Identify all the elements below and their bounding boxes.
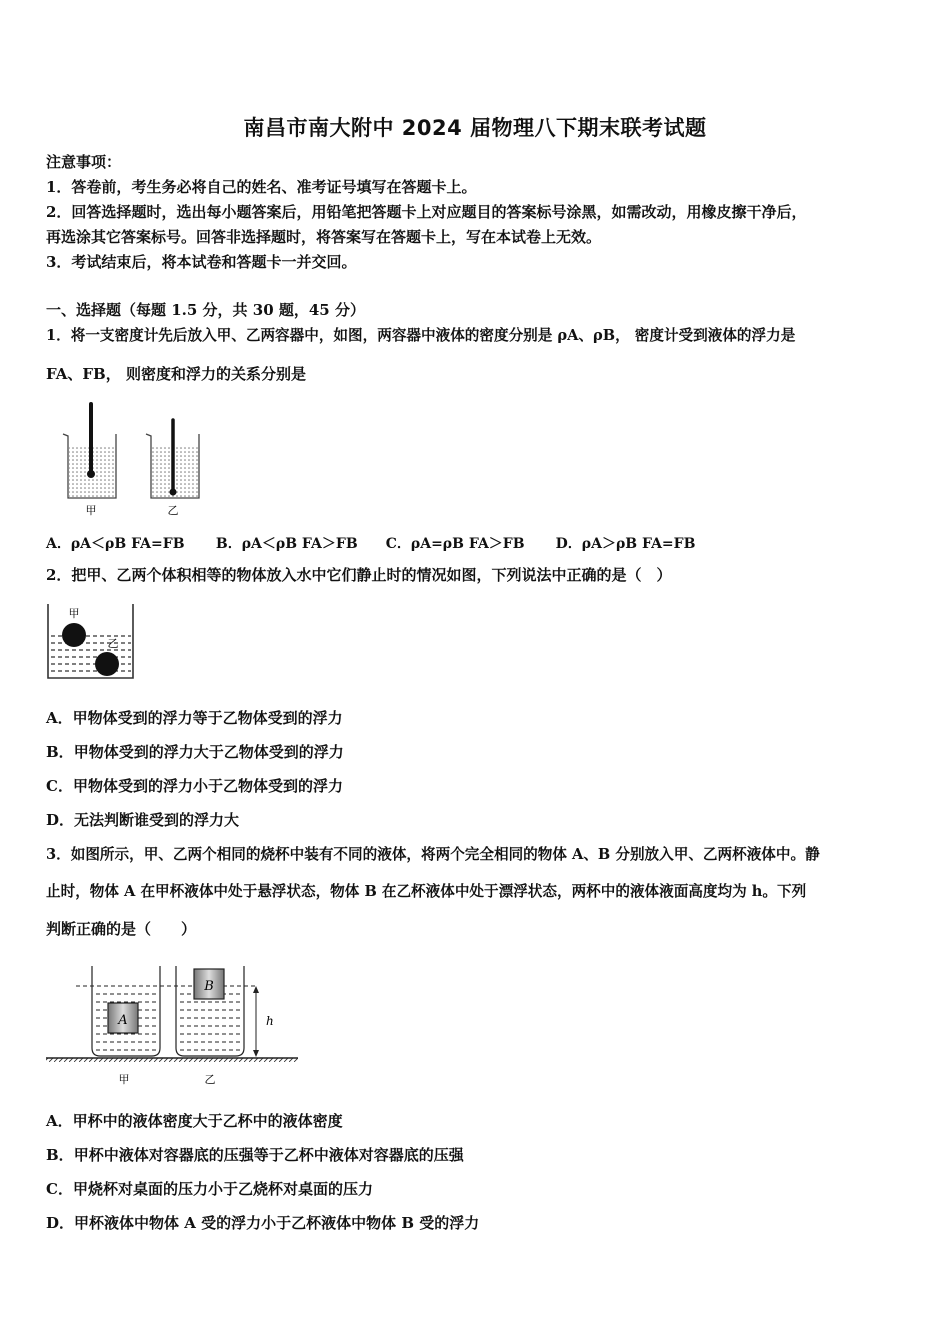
q1-option-d[interactable]: D．ρA＞ρB FA=FB [555,536,696,552]
height-label: h [266,1014,274,1028]
q2-option-c[interactable]: C．甲物体受到的浮力小于乙物体受到的浮力 [46,777,343,795]
section-heading: 一、选择题（每题 1.5 分，共 30 题，45 分） [46,301,365,319]
notice-heading: 注意事项： [46,153,122,171]
page-title: 南昌市南大附中 2024 届物理八下期末联考试题 [243,116,707,140]
q2-figure-floating-objects [45,600,140,682]
beaker-jia [63,404,116,498]
q1-option-c[interactable]: C．ρA=ρB FA＞FB [385,536,525,552]
q1-stem-line1: 1．将一支密度计先后放入甲、乙两容器中，如图，两容器中液体的密度分别是 ρA、ρB， 密度计受到液体的浮力是 [46,327,796,344]
q3-figure-label-jia: 甲 [118,1073,130,1086]
object-yi [95,652,119,676]
block-a-label: A [118,1013,128,1028]
q2-option-d[interactable]: D．无法判断谁受到的浮力大 [46,811,240,829]
notice-item-2-cont: 再选涂其它答案标号。回答非选择题时，将答案写在答题卡上，写在本试卷上无效。 [46,228,602,246]
q3-figure-label-yi: 乙 [204,1073,216,1086]
notice-item-1: 1．答卷前，考生务必将自己的姓名、准考证号填写在答题卡上。 [46,178,477,196]
height-arrow [253,986,259,1057]
notice-item-3: 3．考试结束后，将本试卷和答题卡一并交回。 [46,253,357,271]
q1-options [46,533,695,553]
q1-figure-label-jia: 甲 [85,504,97,517]
container [48,604,133,678]
q3-stem-line3: 判断正确的是（ ） [46,920,197,938]
q3-figure-beakers [44,962,302,1090]
q3-option-b[interactable]: B．甲杯中液体对容器底的压强等于乙杯中液体对容器底的压强 [46,1146,464,1164]
q3-option-d[interactable]: D．甲杯液体中物体 A 受的浮力小于乙杯液体中物体 B 受的浮力 [46,1214,480,1232]
beaker-yi [146,420,199,498]
q2-figure-label-yi: 乙 [107,637,119,650]
q1-stem-line2: FA、FB， 则密度和浮力的关系分别是 [46,365,306,383]
q2-figure-label-jia: 甲 [68,607,80,620]
q1-figure-label-yi: 乙 [167,504,179,517]
q1-figure-hydrometers [55,398,215,520]
q2-option-a[interactable]: A．甲物体受到的浮力等于乙物体受到的浮力 [46,709,343,727]
object-jia [62,623,86,647]
notice-item-2: 2．回答选择题时，选出每小题答案后，用铅笔把答题卡上对应题目的答案标号涂黑，如需改动，用橡皮擦干净后， [46,203,807,221]
q2-option-b[interactable]: B．甲物体受到的浮力大于乙物体受到的浮力 [46,743,344,761]
q1-option-a[interactable]: A．ρA＜ρB FA=FB [46,536,185,552]
q1-option-b[interactable]: B．ρA＜ρB FA＞FB [215,536,358,552]
q3-option-c[interactable]: C．甲烧杯对桌面的压力小于乙烧杯对桌面的压力 [46,1180,373,1198]
q3-option-a[interactable]: A．甲杯中的液体密度大于乙杯中的液体密度 [46,1112,343,1130]
q3-stem-line2: 止时，物体 A 在甲杯液体中处于悬浮状态，物体 B 在乙杯液体中处于漂浮状态，两杯中的液体液面高度均为 h。下列 [46,883,807,900]
q3-stem-line1: 3．如图所示，甲、乙两个相同的烧杯中装有不同的液体，将两个完全相同的物体 A、B 分别放入甲、乙两杯液体中。静 [46,846,820,863]
q2-stem: 2．把甲、乙两个体积相等的物体放入水中它们静止时的情况如图，下列说法中正确的是（ ） [46,566,672,584]
block-b-label: B [204,979,214,994]
